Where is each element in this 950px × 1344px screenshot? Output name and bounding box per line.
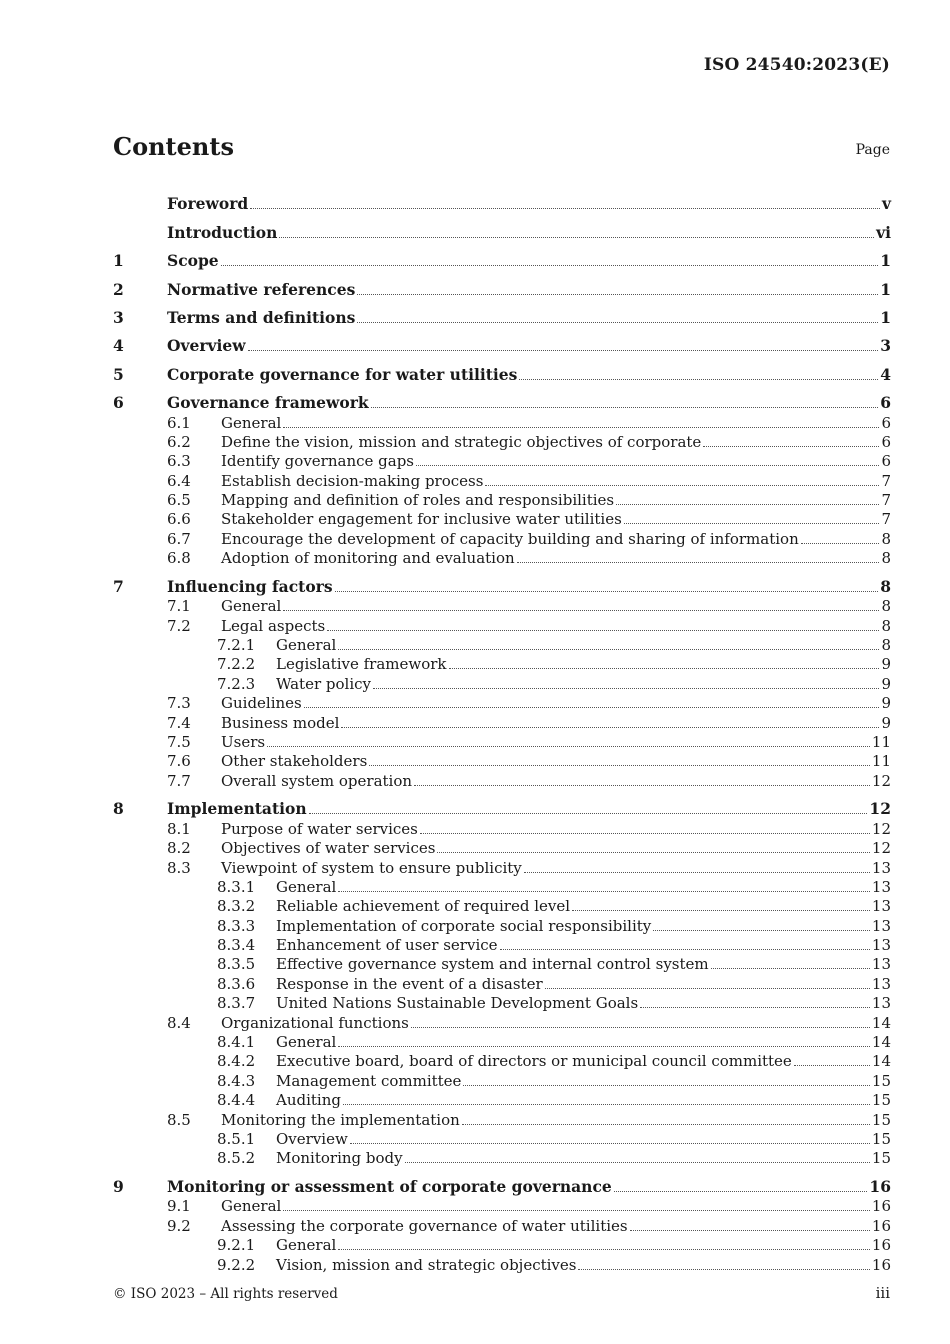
page-column-label: Page xyxy=(855,142,890,158)
dot-leader xyxy=(250,207,880,209)
dot-leader xyxy=(279,236,874,238)
toc-entry-page[interactable]: 6 xyxy=(880,393,891,413)
toc-entry-page[interactable]: 7 xyxy=(881,510,891,529)
toc-entry[interactable] xyxy=(113,432,891,451)
toc-entry[interactable] xyxy=(113,732,891,751)
toc-entry-number: 4 xyxy=(113,336,124,356)
toc-entry[interactable] xyxy=(113,712,891,731)
toc-entry-number: 9.1 xyxy=(167,1197,191,1216)
toc-entry[interactable] xyxy=(113,993,891,1012)
toc-entry-number: 8.4.4 xyxy=(217,1091,256,1110)
toc-entry-title[interactable]: Effective governance system and internal control system xyxy=(276,955,709,974)
toc-entry-title[interactable]: United Nations Sustainable Development Goals xyxy=(276,994,639,1013)
toc-entry-number: 9.2.1 xyxy=(217,1236,256,1255)
dot-leader xyxy=(614,1190,868,1192)
toc-entry-page[interactable]: v xyxy=(881,194,891,214)
toc-entry-number: 7.6 xyxy=(167,752,191,771)
toc-entry-title[interactable]: Define the vision, mission and strategic objectives of corporate xyxy=(221,432,702,451)
toc-entry-title[interactable]: Business model xyxy=(221,713,340,732)
toc-entry-page[interactable]: 1 xyxy=(880,307,891,327)
toc-entry-number: 8.1 xyxy=(167,819,191,838)
toc-entry-page[interactable]: 16 xyxy=(871,1197,891,1216)
toc-entry-page[interactable]: 7 xyxy=(881,471,891,490)
toc-entry[interactable] xyxy=(113,490,891,509)
page-title: Contents xyxy=(113,132,234,161)
toc-entry-title[interactable]: Terms and definitions xyxy=(167,307,356,327)
toc-entry[interactable] xyxy=(113,973,891,992)
toc-entry-number: 2 xyxy=(113,279,124,299)
toc-entry-number: 9.2.2 xyxy=(217,1255,256,1274)
toc-entry-number: 8.3.1 xyxy=(217,877,256,896)
toc-entry-number: 8.5.2 xyxy=(217,1149,256,1168)
toc-entry-page[interactable]: 13 xyxy=(871,916,891,935)
toc-entry-number: 8.3.4 xyxy=(217,936,256,955)
dot-leader xyxy=(283,609,879,611)
toc-entry-page[interactable]: 9 xyxy=(881,713,891,732)
toc-entry-page[interactable]: 8 xyxy=(881,597,891,616)
toc-entry[interactable] xyxy=(113,693,891,712)
toc-entry-number: 6.7 xyxy=(167,529,191,548)
dot-leader xyxy=(572,909,870,911)
toc-entry-page[interactable]: 12 xyxy=(869,799,891,819)
toc-entry[interactable] xyxy=(113,857,891,876)
toc-entry-number: 8.2 xyxy=(167,839,191,858)
toc-entry-title[interactable]: General xyxy=(221,1197,282,1216)
dot-leader xyxy=(500,948,870,950)
toc-entry[interactable] xyxy=(113,1090,891,1109)
toc-entry-title[interactable]: Response in the event of a disaster xyxy=(276,974,543,993)
toc-entry-number: 8.5.1 xyxy=(217,1129,256,1148)
toc-entry-title[interactable]: Assessing the corporate governance of water utilities xyxy=(221,1216,628,1235)
dot-leader xyxy=(462,1123,870,1125)
toc-entry[interactable] xyxy=(113,1148,891,1167)
toc-entry-page[interactable]: 8 xyxy=(881,636,891,655)
toc-entry-page[interactable]: 13 xyxy=(871,897,891,916)
toc-entry-number: 8.4.1 xyxy=(217,1033,256,1052)
toc-entry[interactable] xyxy=(113,1215,891,1234)
dot-leader xyxy=(519,378,878,380)
dot-leader xyxy=(414,784,870,786)
toc-entry-page[interactable]: 13 xyxy=(871,955,891,974)
dot-leader xyxy=(449,667,880,669)
toc-entry-page[interactable]: 15 xyxy=(871,1110,891,1129)
toc-entry-title[interactable]: Mapping and definition of roles and responsibilities xyxy=(221,491,615,510)
toc-entry[interactable] xyxy=(113,954,891,973)
toc-entry-number: 9.2 xyxy=(167,1216,191,1235)
toc-entry-number: 6.4 xyxy=(167,471,191,490)
toc-entry-title[interactable]: Enhancement of user service xyxy=(276,936,498,955)
toc-entry-title[interactable]: Foreword xyxy=(167,194,249,214)
toc-entry-number: 5 xyxy=(113,364,124,384)
toc-entry-title[interactable]: Monitoring or assessment of corporate governance xyxy=(167,1176,612,1196)
toc-entry-number: 7.1 xyxy=(167,597,191,616)
toc-entry-page[interactable]: 11 xyxy=(871,732,891,751)
toc-entry-title[interactable]: Management committee xyxy=(276,1071,462,1090)
toc-entry-number: 8.4.3 xyxy=(217,1071,256,1090)
toc-entry-number: 7.2 xyxy=(167,616,191,635)
toc-entry-title[interactable]: Overall system operation xyxy=(221,771,413,790)
toc-entry-number: 8.3.7 xyxy=(217,994,256,1013)
toc-entry-page[interactable]: 15 xyxy=(871,1091,891,1110)
toc-entry[interactable] xyxy=(113,213,891,241)
copyright-notice: © ISO 2023 – All rights reserved xyxy=(113,1286,338,1302)
toc-entry-title[interactable]: Executive board, board of directors or municipal council committee xyxy=(276,1052,792,1071)
dot-leader xyxy=(350,1142,870,1144)
toc-entry-page[interactable]: 16 xyxy=(869,1176,891,1196)
toc-entry-number: 7.4 xyxy=(167,713,191,732)
dot-leader xyxy=(338,1248,870,1250)
toc-entry[interactable] xyxy=(113,1109,891,1128)
toc-entry-number: 9 xyxy=(113,1176,124,1196)
dot-leader xyxy=(335,590,879,592)
toc-entry-title[interactable]: General xyxy=(276,1033,337,1052)
toc-entry-title[interactable]: Encourage the development of capacity building and sharing of information xyxy=(221,529,799,548)
toc-entry-title[interactable]: Users xyxy=(221,732,266,751)
toc-entry[interactable] xyxy=(113,1196,891,1215)
dot-leader xyxy=(357,321,878,323)
toc-entry[interactable] xyxy=(113,1032,891,1051)
toc-entry-title[interactable]: Monitoring the implementation xyxy=(221,1110,460,1129)
toc-entry[interactable] xyxy=(113,509,891,528)
toc-entry-title[interactable]: Scope xyxy=(167,251,219,271)
dot-leader xyxy=(653,929,870,931)
toc-entry-page[interactable]: 15 xyxy=(871,1149,891,1168)
toc-entry-page[interactable]: 13 xyxy=(871,994,891,1013)
toc-entry-number: 6.5 xyxy=(167,491,191,510)
toc-entry[interactable] xyxy=(113,299,891,327)
toc-entry-title[interactable]: General xyxy=(221,413,282,432)
dot-leader xyxy=(283,1209,870,1211)
toc-entry-number: 7.2.3 xyxy=(217,674,256,693)
dot-leader xyxy=(517,561,880,563)
toc-entry[interactable] xyxy=(113,654,891,673)
dot-leader xyxy=(327,629,879,631)
toc-entry-number: 3 xyxy=(113,307,124,327)
document-id: ISO 24540:2023(E) xyxy=(703,55,890,75)
toc-entry-title[interactable]: General xyxy=(276,636,337,655)
toc-entry-title[interactable]: Introduction xyxy=(167,222,278,242)
toc-entry-page[interactable]: vi xyxy=(876,222,891,242)
dot-leader xyxy=(357,293,878,295)
toc-entry-page[interactable]: 16 xyxy=(871,1236,891,1255)
toc-entry[interactable] xyxy=(113,615,891,634)
toc-entry-title[interactable]: Implementation of corporate social responsibility xyxy=(276,916,652,935)
toc-entry-page[interactable]: 13 xyxy=(871,877,891,896)
toc-entry-title[interactable]: Viewpoint of system to ensure publicity xyxy=(221,858,522,877)
toc-entry-number: 8.5 xyxy=(167,1110,191,1129)
toc-entry-page[interactable]: 16 xyxy=(871,1216,891,1235)
toc-entry[interactable] xyxy=(113,1070,891,1089)
toc-entry-page[interactable]: 9 xyxy=(881,694,891,713)
toc-entry[interactable] xyxy=(113,412,891,431)
toc-entry-number: 7.7 xyxy=(167,771,191,790)
toc-entry-number: 7.2.2 xyxy=(217,655,256,674)
toc-entry[interactable] xyxy=(113,751,891,770)
toc-entry-page[interactable]: 12 xyxy=(871,771,891,790)
toc-entry-title[interactable]: Overview xyxy=(167,336,246,356)
toc-entry[interactable] xyxy=(113,270,891,298)
toc-entry-title[interactable]: Stakeholder engagement for inclusive water utilities xyxy=(221,510,622,529)
dot-leader xyxy=(369,764,870,766)
dot-leader xyxy=(338,890,870,892)
toc-entry-page[interactable]: 16 xyxy=(871,1255,891,1274)
dot-leader xyxy=(703,445,879,447)
toc-entry-number: 8 xyxy=(113,799,124,819)
dot-leader xyxy=(485,484,879,486)
toc-entry[interactable] xyxy=(113,528,891,547)
dot-leader xyxy=(711,967,870,969)
toc-entry-page[interactable]: 9 xyxy=(881,655,891,674)
toc-entry-title[interactable]: Legislative framework xyxy=(276,655,447,674)
toc-entry-number: 6.8 xyxy=(167,549,191,568)
toc-entry-page[interactable]: 11 xyxy=(871,752,891,771)
toc-entry[interactable] xyxy=(113,673,891,692)
dot-leader xyxy=(545,987,870,989)
dot-leader xyxy=(373,687,879,689)
dot-leader xyxy=(463,1084,869,1086)
toc-entry-number: 8.3 xyxy=(167,858,191,877)
toc-entry-title[interactable]: Normative references xyxy=(167,279,356,299)
toc-entry-title[interactable]: Adoption of monitoring and evaluation xyxy=(221,549,515,568)
toc-entry[interactable] xyxy=(113,596,891,615)
toc-entry[interactable] xyxy=(113,470,891,489)
toc-entry-title[interactable]: Implementation xyxy=(167,799,307,819)
toc-entry-page[interactable]: 7 xyxy=(881,491,891,510)
toc-entry[interactable] xyxy=(113,877,891,896)
toc-entry[interactable] xyxy=(113,818,891,837)
page-number: iii xyxy=(875,1284,890,1302)
toc-entry-page[interactable]: 6 xyxy=(881,432,891,451)
toc-entry-page[interactable]: 1 xyxy=(880,279,891,299)
dot-leader xyxy=(248,349,879,351)
toc-entry-number: 7.2.1 xyxy=(217,636,256,655)
toc-entry-number: 7.5 xyxy=(167,732,191,751)
toc-entry-number: 6.1 xyxy=(167,413,191,432)
toc-entry-number: 7.3 xyxy=(167,694,191,713)
toc-entry[interactable] xyxy=(113,790,891,819)
toc-entry[interactable] xyxy=(113,838,891,857)
toc-entry-page[interactable]: 8 xyxy=(881,529,891,548)
toc-entry-title[interactable]: Establish decision-making process xyxy=(221,471,484,490)
toc-entry-page[interactable]: 1 xyxy=(880,251,891,271)
toc-entry[interactable] xyxy=(113,915,891,934)
toc-entry[interactable] xyxy=(113,327,891,355)
toc-entry-page[interactable]: 13 xyxy=(871,858,891,877)
toc-entry-title[interactable]: General xyxy=(276,1236,337,1255)
toc-entry-title[interactable]: Water policy xyxy=(276,674,372,693)
toc-entry[interactable] xyxy=(113,242,891,270)
toc-entry[interactable] xyxy=(113,384,891,412)
dot-leader xyxy=(801,542,880,544)
dot-leader xyxy=(338,1045,870,1047)
toc-entry-number: 8.3.3 xyxy=(217,916,256,935)
dot-leader xyxy=(304,706,880,708)
toc-entry-number: 8.4 xyxy=(167,1013,191,1032)
toc-entry[interactable] xyxy=(113,1167,891,1196)
toc-entry-title[interactable]: Organizational functions xyxy=(221,1013,409,1032)
dot-leader xyxy=(524,871,870,873)
toc-entry[interactable] xyxy=(113,567,891,596)
toc-entry-title[interactable]: Corporate governance for water utilities xyxy=(167,364,518,384)
dot-leader xyxy=(630,1229,870,1231)
dot-leader xyxy=(343,1103,870,1105)
toc-entry[interactable] xyxy=(113,355,891,383)
toc-entry[interactable] xyxy=(113,1235,891,1254)
toc-entry-number: 6.6 xyxy=(167,510,191,529)
toc-entry-title[interactable]: General xyxy=(221,597,282,616)
toc-entry[interactable] xyxy=(113,1254,891,1273)
toc-entry-number: 6.3 xyxy=(167,452,191,471)
toc-entry-page[interactable]: 14 xyxy=(871,1052,891,1071)
toc-entry[interactable] xyxy=(113,451,891,470)
toc-entry[interactable] xyxy=(113,635,891,654)
toc-entry-page[interactable]: 12 xyxy=(871,819,891,838)
toc-entry-page[interactable]: 9 xyxy=(881,674,891,693)
dot-leader xyxy=(371,406,879,408)
toc-entry-title[interactable]: Identify governance gaps xyxy=(221,452,414,471)
dot-leader xyxy=(437,851,869,853)
dot-leader xyxy=(338,648,879,650)
toc-entry-page[interactable]: 8 xyxy=(880,576,891,596)
toc-entry-page[interactable]: 15 xyxy=(871,1071,891,1090)
toc-entry-page[interactable]: 8 xyxy=(881,549,891,568)
toc-entry[interactable] xyxy=(113,896,891,915)
dot-leader xyxy=(267,745,870,747)
dot-leader xyxy=(578,1268,869,1270)
dot-leader xyxy=(309,812,868,814)
toc-entry-title[interactable]: Other stakeholders xyxy=(221,752,368,771)
dot-leader xyxy=(416,464,879,466)
dot-leader xyxy=(616,503,879,505)
toc-entry-title[interactable]: Legal aspects xyxy=(221,616,326,635)
toc-entry-page[interactable]: 15 xyxy=(871,1129,891,1148)
toc-entry-page[interactable]: 4 xyxy=(880,364,891,384)
toc-entry[interactable] xyxy=(113,770,891,789)
toc-entry-title[interactable]: Objectives of water services xyxy=(221,839,436,858)
toc-entry-page[interactable]: 12 xyxy=(871,839,891,858)
toc-entry-title[interactable]: Purpose of water services xyxy=(221,819,418,838)
toc-entry-title[interactable]: Reliable achievement of required level xyxy=(276,897,571,916)
dot-leader xyxy=(405,1161,870,1163)
toc-entry[interactable] xyxy=(113,1129,891,1148)
toc-entry-page[interactable]: 6 xyxy=(881,452,891,471)
toc-entry[interactable] xyxy=(113,935,891,954)
dot-leader xyxy=(420,832,870,834)
dot-leader xyxy=(640,1006,870,1008)
toc-entry-title[interactable]: Overview xyxy=(276,1129,348,1148)
toc-entry-title[interactable]: Vision, mission and strategic objectives xyxy=(276,1255,577,1274)
toc-entry-page[interactable]: 6 xyxy=(881,413,891,432)
toc-entry-title[interactable]: Influencing factors xyxy=(167,576,333,596)
table-of-contents xyxy=(113,185,891,1274)
toc-entry[interactable] xyxy=(113,1051,891,1070)
dot-leader xyxy=(794,1064,870,1066)
toc-entry-title[interactable]: Auditing xyxy=(276,1091,341,1110)
dot-leader xyxy=(283,426,879,428)
toc-entry-title[interactable]: Guidelines xyxy=(221,694,302,713)
dot-leader xyxy=(341,726,879,728)
toc-entry-title[interactable]: General xyxy=(276,877,337,896)
dot-leader xyxy=(411,1026,870,1028)
toc-entry-number: 8.3.2 xyxy=(217,897,256,916)
toc-entry[interactable] xyxy=(113,1012,891,1031)
toc-entry-page[interactable]: 8 xyxy=(881,616,891,635)
dot-leader xyxy=(624,522,880,524)
toc-entry-page[interactable]: 14 xyxy=(871,1033,891,1052)
toc-entry-page[interactable]: 13 xyxy=(871,974,891,993)
toc-entry[interactable] xyxy=(113,548,891,567)
dot-leader xyxy=(221,264,879,266)
toc-entry-number: 6 xyxy=(113,393,124,413)
toc-entry-title[interactable]: Monitoring body xyxy=(276,1149,403,1168)
toc-entry-number: 6.2 xyxy=(167,432,191,451)
toc-entry-number: 1 xyxy=(113,251,124,271)
toc-entry-page[interactable]: 14 xyxy=(871,1013,891,1032)
toc-entry-number: 8.3.5 xyxy=(217,955,256,974)
toc-entry-title[interactable]: Governance framework xyxy=(167,393,369,413)
toc-entry[interactable] xyxy=(113,185,891,213)
toc-entry-page[interactable]: 13 xyxy=(871,936,891,955)
toc-entry-number: 8.4.2 xyxy=(217,1052,256,1071)
toc-entry-number: 8.3.6 xyxy=(217,974,256,993)
toc-entry-number: 7 xyxy=(113,576,124,596)
toc-entry-page[interactable]: 3 xyxy=(880,336,891,356)
